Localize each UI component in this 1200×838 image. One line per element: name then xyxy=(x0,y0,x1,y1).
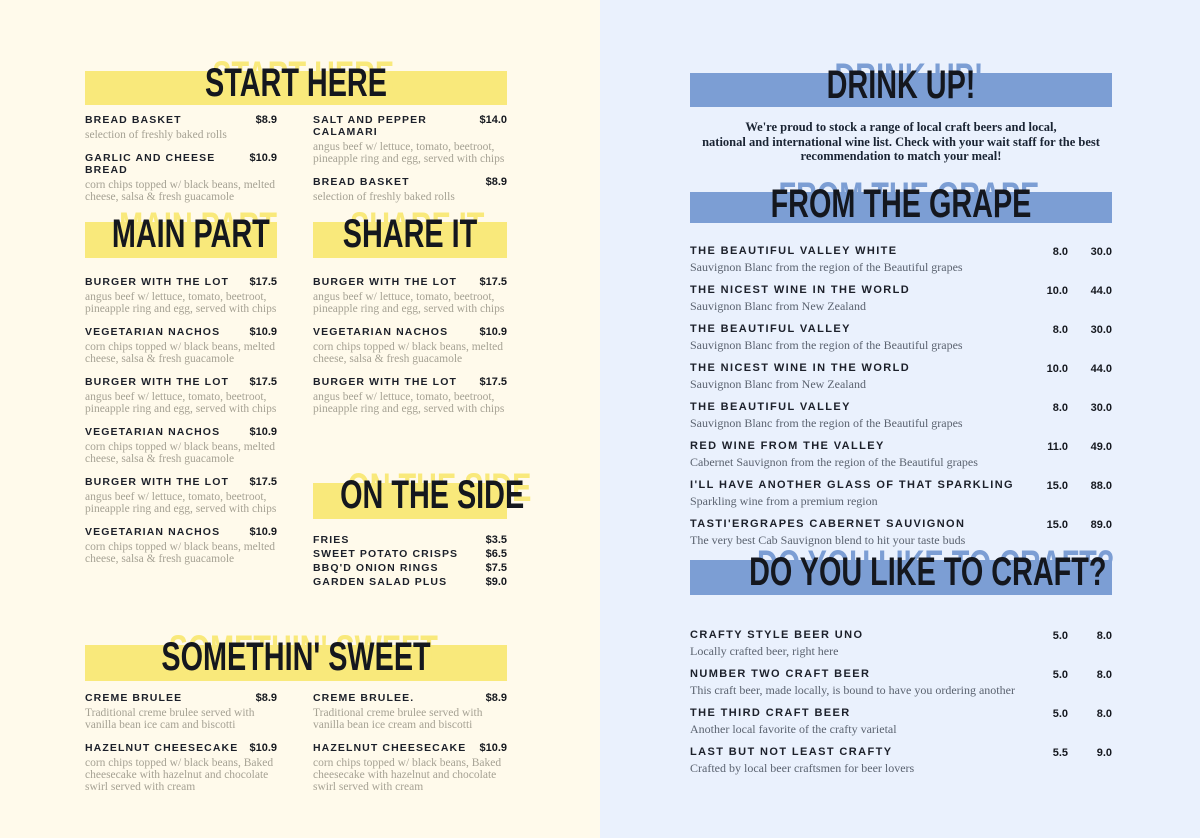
on-the-side-items xyxy=(313,534,507,590)
item-name: BURGER WITH THE LOT xyxy=(85,276,229,288)
wine-row xyxy=(690,323,1112,352)
item-description: Locally crafted beer, right here xyxy=(690,644,839,658)
section-title: DO YOU LIKE TO CRAFT? xyxy=(749,550,1107,594)
item-name: THE BEAUTIFUL VALLEY WHITE xyxy=(690,245,898,257)
menu-item xyxy=(85,692,277,731)
menu-item xyxy=(85,526,277,565)
item-price: $7.5 xyxy=(485,562,507,574)
intro-line: national and international wine list. Check with your wait staff for the best xyxy=(702,134,1100,149)
item-price: $17.5 xyxy=(249,276,277,288)
menu-item xyxy=(313,176,507,203)
item-name: BURGER WITH THE LOT xyxy=(313,276,457,288)
item-description: angus beef w/ lettuce, tomato, beetroot, pineapple ring and egg, served with chips xyxy=(313,141,505,165)
item-description: Sauvignon Blanc from New Zealand xyxy=(690,299,866,313)
item-price: $17.5 xyxy=(479,376,507,388)
item-price: $14.0 xyxy=(479,114,507,126)
item-price: $17.5 xyxy=(249,476,277,488)
item-price: $8.9 xyxy=(485,176,507,188)
wine-row xyxy=(690,401,1112,430)
menu-item xyxy=(313,276,507,315)
bottle-price: 30.0 xyxy=(1090,246,1112,258)
item-name: BREAD BASKET xyxy=(313,176,410,188)
item-description: selection of freshly baked rolls xyxy=(313,191,455,203)
item-price: $17.5 xyxy=(479,276,507,288)
intro-line: We're proud to stock a range of local craft beers and local, xyxy=(745,120,1057,134)
item-name: SWEET POTATO CRISPS xyxy=(313,548,459,560)
menu-item xyxy=(85,152,277,203)
item-description: corn chips topped w/ black beans, melted cheese, salsa & fresh guacamole xyxy=(85,179,276,203)
item-description: angus beef w/ lettuce, tomato, beetroot, pineapple ring and egg, served with chips xyxy=(85,291,277,315)
wine-list xyxy=(690,245,1112,557)
menu-item xyxy=(313,576,507,588)
item-name: BURGER WITH THE LOT xyxy=(85,376,229,388)
menu-item xyxy=(313,742,507,793)
item-name: THE BEAUTIFUL VALLEY xyxy=(690,401,851,413)
bottle-price: 44.0 xyxy=(1090,285,1112,297)
item-price: $10.9 xyxy=(479,742,507,754)
bottle-price: 9.0 xyxy=(1096,747,1112,759)
glass-price: 5.0 xyxy=(1052,708,1068,720)
glass-price: 5.5 xyxy=(1052,747,1068,759)
item-description: corn chips topped w/ black beans, melted cheese, salsa & fresh guacamole xyxy=(313,341,504,365)
bottle-price: 8.0 xyxy=(1096,708,1112,720)
item-name: VEGETARIAN NACHOS xyxy=(85,326,221,338)
item-price: $6.5 xyxy=(485,548,507,560)
bottle-price: 49.0 xyxy=(1090,441,1112,453)
section-header-drink-up xyxy=(690,63,1112,107)
item-description: corn chips topped w/ black beans, Baked cheesecake with hazelnut and chocolate swirl served with cream xyxy=(85,757,274,793)
glass-price: 11.0 xyxy=(1047,441,1068,453)
item-description: Sauvignon Blanc from New Zealand xyxy=(690,377,866,391)
beer-row xyxy=(690,746,1112,775)
beer-row xyxy=(690,707,1112,736)
menu-item xyxy=(85,276,277,315)
bottle-price: 30.0 xyxy=(1090,324,1112,336)
item-description: angus beef w/ lettuce, tomato, beetroot, pineapple ring and egg, served with chips xyxy=(313,391,505,415)
item-name: THE NICEST WINE IN THE WORLD xyxy=(690,284,911,296)
item-name: VEGETARIAN NACHOS xyxy=(85,426,221,438)
item-description: angus beef w/ lettuce, tomato, beetroot, pineapple ring and egg, served with chips xyxy=(313,291,505,315)
beer-row xyxy=(690,668,1112,697)
item-price: $17.5 xyxy=(249,376,277,388)
item-name: BURGER WITH THE LOT xyxy=(85,476,229,488)
glass-price: 10.0 xyxy=(1046,285,1068,297)
section-title: SOMETHIN' SWEET xyxy=(161,635,431,679)
drinks-page xyxy=(600,0,1200,838)
wine-row xyxy=(690,362,1112,391)
menu-item xyxy=(85,742,277,793)
section-title: START HERE xyxy=(205,61,387,105)
somethin-sweet-columns xyxy=(85,692,507,804)
item-name: BBQ'D ONION RINGS xyxy=(313,562,439,574)
menu-item xyxy=(313,114,507,165)
bottle-price: 30.0 xyxy=(1090,402,1112,414)
item-price: $8.9 xyxy=(255,692,277,704)
section-header-start-here xyxy=(85,61,507,105)
menu-item xyxy=(85,114,277,141)
section-header-on-the-side xyxy=(313,473,525,519)
item-description: selection of freshly baked rolls xyxy=(85,129,227,141)
menu-item xyxy=(85,326,277,365)
item-description: This craft beer, made locally, is bound to have you ordering another xyxy=(690,683,1015,697)
section-header-somethin-sweet xyxy=(85,635,507,681)
wine-row xyxy=(690,479,1112,508)
section-header-share-it xyxy=(313,212,507,258)
item-name: CREME BRULEE xyxy=(85,692,183,704)
wine-row xyxy=(690,245,1112,274)
bottle-price: 44.0 xyxy=(1090,363,1112,375)
item-price: $10.9 xyxy=(249,742,277,754)
menu-item xyxy=(313,326,507,365)
menu-item xyxy=(85,476,277,515)
item-price: $10.9 xyxy=(249,426,277,438)
item-price: $9.0 xyxy=(485,576,507,588)
glass-price: 8.0 xyxy=(1052,324,1068,336)
item-description: corn chips topped w/ black beans, melted cheese, salsa & fresh guacamole xyxy=(85,541,276,565)
menu-item xyxy=(85,376,277,415)
section-header-from-the-grape xyxy=(690,182,1112,226)
item-description: angus beef w/ lettuce, tomato, beetroot, pineapple ring and egg, served with chips xyxy=(85,391,277,415)
glass-price: 5.0 xyxy=(1052,669,1068,681)
item-description: Crafted by local beer craftsmen for beer lovers xyxy=(690,761,915,775)
menu-item xyxy=(313,548,507,560)
item-name: TASTI'ERGRAPES CABERNET SAUVIGNON xyxy=(690,518,966,530)
section-header-main-part xyxy=(85,212,277,258)
glass-price: 10.0 xyxy=(1046,363,1068,375)
bottle-price: 89.0 xyxy=(1090,519,1112,531)
item-description: corn chips topped w/ black beans, Baked cheesecake with hazelnut and chocolate swirl served with cream xyxy=(313,757,502,793)
bottle-price: 8.0 xyxy=(1096,669,1112,681)
share-it-items xyxy=(313,276,507,426)
glass-price: 15.0 xyxy=(1046,480,1068,492)
item-name: HAZELNUT CHEESECAKE xyxy=(313,742,467,754)
section-title: DRINK UP! xyxy=(826,63,976,107)
section-title: MAIN PART xyxy=(111,212,270,256)
item-description: Cabernet Sauvignon from the region of the Beautiful grapes xyxy=(690,455,978,469)
item-name: THE BEAUTIFUL VALLEY xyxy=(690,323,851,335)
glass-price: 15.0 xyxy=(1046,519,1068,531)
item-name: BREAD BASKET xyxy=(85,114,182,126)
wine-row xyxy=(690,284,1112,313)
section-title: FROM THE GRAPE xyxy=(770,182,1032,226)
wine-row xyxy=(690,518,1112,547)
item-name: LAST BUT NOT LEAST CRAFTY xyxy=(690,746,893,758)
drinks-intro xyxy=(660,121,1142,165)
menu-item xyxy=(313,534,507,546)
main-part-items xyxy=(85,276,277,576)
item-description: Sauvignon Blanc from the region of the Beautiful grapes xyxy=(690,260,963,274)
beer-row xyxy=(690,629,1112,658)
item-description: The very best Cab Sauvignon blend to hit your taste buds xyxy=(690,533,966,547)
start-here-columns xyxy=(85,114,507,214)
item-price: $8.9 xyxy=(485,692,507,704)
section-header-craft-beer xyxy=(690,550,1112,595)
item-name: VEGETARIAN NACHOS xyxy=(85,526,221,538)
section-title: SHARE IT xyxy=(342,212,478,256)
item-name: GARDEN SALAD PLUS xyxy=(313,576,448,588)
item-price: $8.9 xyxy=(255,114,277,126)
menu-item xyxy=(313,376,507,415)
item-name: RED WINE FROM THE VALLEY xyxy=(690,440,885,452)
item-name: GARLIC AND CHEESE BREAD xyxy=(85,152,216,176)
glass-price: 8.0 xyxy=(1052,246,1068,258)
item-name: BURGER WITH THE LOT xyxy=(313,376,457,388)
item-price: $10.9 xyxy=(249,526,277,538)
wine-row xyxy=(690,440,1112,469)
intro-line: recommendation to match your meal! xyxy=(800,149,1002,163)
item-price: $3.5 xyxy=(485,534,507,546)
glass-price: 8.0 xyxy=(1052,402,1068,414)
item-name: SALT AND PEPPER CALAMARI xyxy=(313,114,427,138)
item-description: corn chips topped w/ black beans, melted cheese, salsa & fresh guacamole xyxy=(85,441,276,465)
item-description: Another local favorite of the crafty varietal xyxy=(690,722,897,736)
item-name: THE NICEST WINE IN THE WORLD xyxy=(690,362,911,374)
item-name: I'LL HAVE ANOTHER GLASS OF THAT SPARKLING xyxy=(690,479,1015,491)
item-price: $10.9 xyxy=(479,326,507,338)
item-description: angus beef w/ lettuce, tomato, beetroot, pineapple ring and egg, served with chips xyxy=(85,491,277,515)
item-name: FRIES xyxy=(313,534,350,546)
item-description: Sauvignon Blanc from the region of the Beautiful grapes xyxy=(690,416,963,430)
item-description: Traditional creme brulee served with vanilla bean ice cream and biscotti xyxy=(313,707,483,731)
item-name: VEGETARIAN NACHOS xyxy=(313,326,449,338)
item-description: Traditional creme brulee served with vanilla bean ice cam and biscotti xyxy=(85,707,255,731)
menu-item xyxy=(85,426,277,465)
section-title: ON THE SIDE xyxy=(340,473,525,517)
item-name: NUMBER TWO CRAFT BEER xyxy=(690,668,871,680)
menu-item xyxy=(313,562,507,574)
item-name: CREME BRULEE. xyxy=(313,692,415,704)
item-name: CRAFTY STYLE BEER UNO xyxy=(690,629,864,641)
bottle-price: 88.0 xyxy=(1090,480,1112,492)
item-description: Sauvignon Blanc from the region of the Beautiful grapes xyxy=(690,338,963,352)
item-name: THE THIRD CRAFT BEER xyxy=(690,707,851,719)
beer-list xyxy=(690,629,1112,785)
bottle-price: 8.0 xyxy=(1096,630,1112,642)
menu-item xyxy=(313,692,507,731)
item-name: HAZELNUT CHEESECAKE xyxy=(85,742,239,754)
item-description: corn chips topped w/ black beans, melted cheese, salsa & fresh guacamole xyxy=(85,341,276,365)
item-description: Sparkling wine from a premium region xyxy=(690,494,878,508)
glass-price: 5.0 xyxy=(1052,630,1068,642)
item-price: $10.9 xyxy=(249,326,277,338)
item-price: $10.9 xyxy=(249,152,277,164)
